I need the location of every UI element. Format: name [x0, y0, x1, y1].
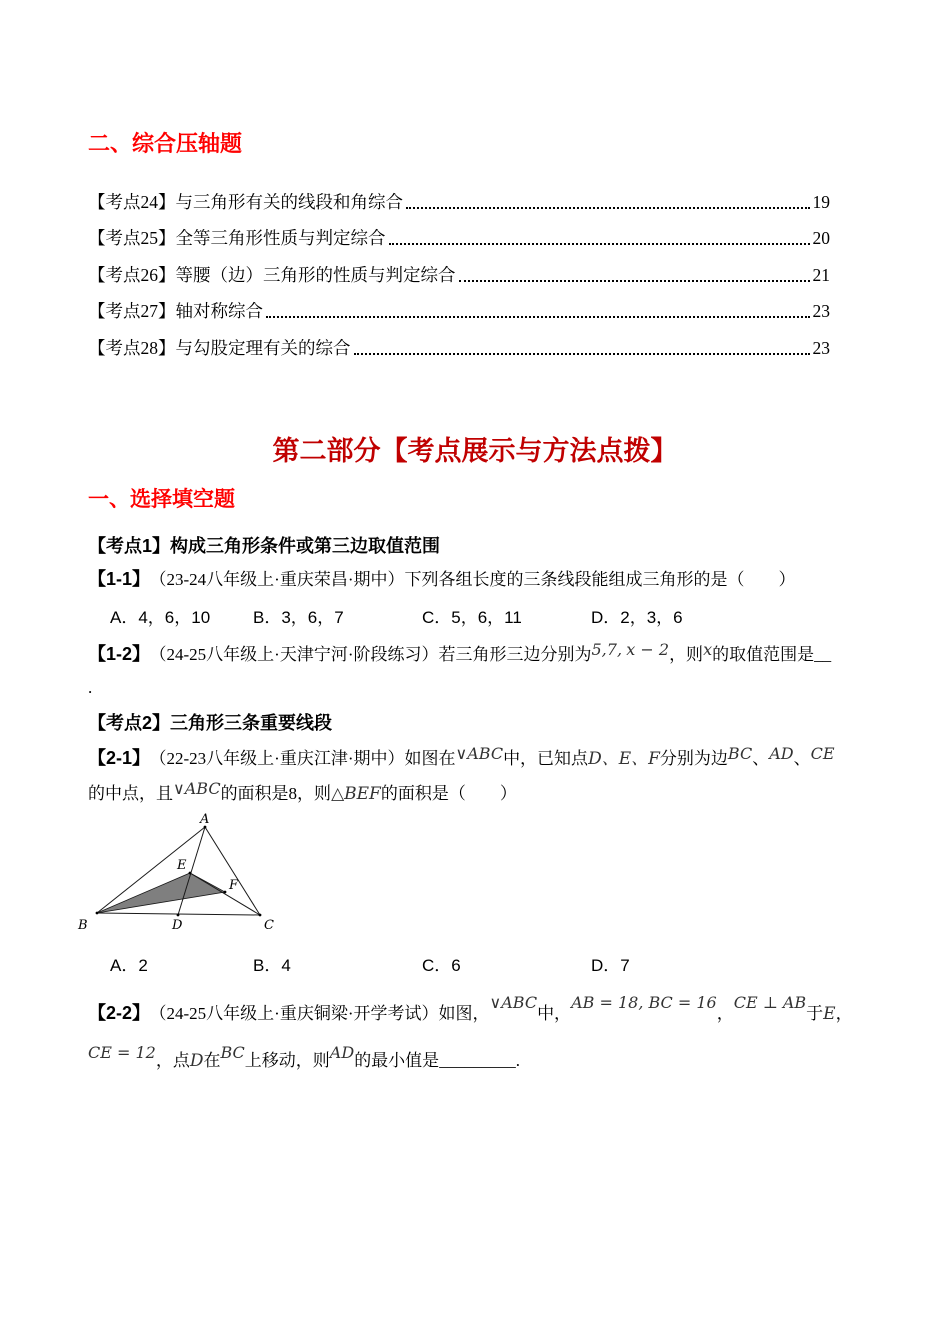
question-2-1-text: 的中点，且	[88, 784, 173, 803]
toc-section-heading: 二、综合压轴题	[88, 131, 243, 156]
toc-page-number: 20	[812, 228, 830, 249]
toc-dot-leader	[406, 207, 810, 209]
toc-page-number: 23	[812, 301, 830, 322]
toc-item-label: 【考点28】与勾股定理有关的综合	[88, 337, 351, 358]
toc-item-label: 【考点25】全等三角形性质与判定综合	[88, 228, 386, 249]
table-of-contents	[88, 177, 830, 360]
answer-blank[interactable]: __	[814, 645, 832, 664]
point-b	[96, 912, 99, 915]
math-triangle-abc: ∨ABC	[489, 993, 538, 1012]
question-1-1	[88, 565, 883, 594]
question-1-1-label: 【1-1】	[88, 569, 151, 589]
question-2-2-text: 在	[203, 1051, 221, 1070]
question-2-1-line1	[88, 744, 883, 773]
question-1-2-text: （24-25八年级上·天津宁河·阶段练习）若三角形三边分别为	[158, 645, 592, 664]
math-d: D	[189, 1051, 204, 1071]
toc-item-label: 【考点26】等腰（边）三角形的性质与判定综合	[88, 264, 456, 285]
question-2-1-text: 的面积是（ ）	[380, 784, 517, 803]
toc-dot-leader	[266, 316, 810, 318]
label-c: C	[264, 918, 274, 933]
question-1-2-trailing-period: .	[88, 678, 93, 697]
math-sides: 5,7,	[591, 640, 623, 659]
question-1-2-text: ，则	[669, 645, 704, 664]
option-c: C．5，6，11	[422, 608, 522, 627]
question-1-2-label: 【1-2】	[88, 644, 151, 664]
toc-page-number: 21	[812, 264, 830, 285]
question-2-2-line1	[88, 993, 883, 1028]
toc-item[interactable]	[88, 287, 830, 324]
question-1-1-options	[88, 603, 883, 629]
math-ce-length: CE = 12	[88, 1043, 156, 1062]
question-2-2-text: ，	[716, 1004, 734, 1023]
math-triangle-bef: △BEF	[331, 784, 381, 804]
question-2-2-text: 上移动，则	[244, 1051, 330, 1070]
point-e	[189, 872, 192, 875]
math-x-minus-2: x − 2	[626, 640, 670, 659]
question-2-2-label: 【2-2】	[88, 1003, 151, 1023]
toc-item[interactable]	[88, 214, 830, 251]
math-x: x	[703, 640, 713, 659]
point-d	[177, 914, 180, 917]
question-2-1-label: 【2-1】	[88, 748, 151, 768]
label-a: A	[200, 812, 210, 827]
math-ab-bc-lengths: AB = 18, BC = 16	[571, 993, 717, 1012]
question-2-2-text: 中，	[537, 1004, 572, 1023]
question-2-2-text: （24-25八年级上·重庆铜梁·开学考试）如图，	[158, 1004, 490, 1023]
math-e: E	[823, 1004, 836, 1024]
toc-item[interactable]	[88, 250, 830, 287]
question-2-1-text: 的面积是8，则	[220, 784, 332, 803]
toc-item[interactable]	[88, 323, 830, 360]
option-a: A．2	[110, 956, 148, 975]
label-f: F	[229, 878, 239, 893]
math-triangle-abc: ∨ABC	[173, 779, 221, 798]
toc-item-label: 【考点24】与三角形有关的线段和角综合	[88, 191, 403, 212]
question-2-2-line2	[88, 1043, 883, 1075]
question-2-2-text: 的最小值是	[354, 1051, 440, 1070]
triangle-figure	[76, 811, 292, 939]
option-d: D．2，3，6	[591, 608, 683, 627]
toc-item-label: 【考点27】轴对称综合	[88, 301, 263, 322]
toc-dot-leader	[389, 243, 810, 245]
section1-heading: 一、选择填空题	[88, 488, 235, 511]
toc-page-number: 19	[812, 191, 830, 212]
label-d: D	[172, 918, 183, 933]
toc-page-number: 23	[812, 337, 830, 358]
option-a: A．4，6，10	[110, 608, 211, 627]
math-ce: CE	[810, 744, 835, 763]
exam-point-1-heading: 【考点1】构成三角形条件或第三边取值范围	[88, 536, 441, 556]
option-d: D．7	[591, 956, 630, 975]
exam-point-2-heading: 【考点2】三角形三条重要线段	[88, 713, 333, 733]
option-b: B．4	[253, 956, 291, 975]
question-2-2-text: ，点	[155, 1051, 190, 1070]
triangle-diagram	[76, 811, 292, 939]
separator: 、	[793, 749, 811, 768]
edge-ac	[205, 827, 260, 915]
math-bc: BC	[220, 1043, 245, 1062]
question-2-1-text: 分别为边	[659, 749, 728, 768]
question-2-1-options	[88, 951, 883, 977]
question-2-1-line2	[88, 780, 883, 808]
question-1-1-text: （23-24八年级上·重庆荣昌·期中）下列各组长度的三条线段能组成三角形的是（ ）	[158, 570, 796, 589]
question-1-2	[88, 640, 883, 669]
answer-blank[interactable]: _________	[439, 1051, 516, 1070]
question-2-1-text: （22-23八年级上·重庆江津·期中）如图在	[158, 749, 456, 768]
math-triangle-abc: ∨ABC	[455, 744, 504, 763]
label-b: B	[78, 918, 88, 933]
toc-dot-leader	[354, 353, 810, 355]
math-ad: AD	[329, 1043, 355, 1062]
math-ce-perp-ab: CE ⊥ AB	[733, 993, 807, 1012]
part2-title: 第二部分【考点展示与方法点拨】	[272, 436, 678, 466]
toc-item[interactable]	[88, 177, 830, 214]
label-e: E	[177, 858, 187, 873]
question-2-2-text: 于	[806, 1004, 824, 1023]
question-2-2-text: ，	[835, 1004, 853, 1023]
question-1-2-text: 的取值范围是	[712, 645, 815, 664]
option-c: C．6	[422, 956, 461, 975]
separator: 、	[752, 749, 770, 768]
question-2-1-text: 中，已知点	[503, 749, 589, 768]
shaded-triangle-bef	[97, 873, 225, 913]
option-b: B．3，6，7	[253, 608, 344, 627]
math-ad: AD	[769, 744, 794, 763]
question-2-2-text: .	[515, 1051, 520, 1070]
math-points-def: D、E、F	[588, 749, 660, 769]
toc-dot-leader	[459, 280, 810, 282]
point-f	[224, 891, 227, 894]
point-c	[259, 914, 262, 917]
math-bc: BC	[727, 744, 753, 763]
